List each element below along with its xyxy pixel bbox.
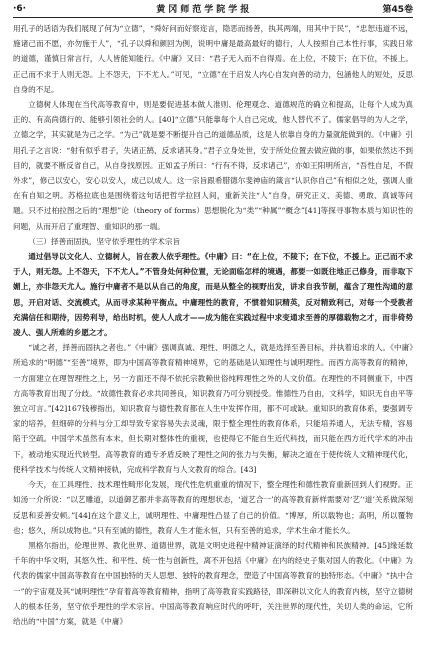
paragraph-4: “诚之者，择善而固执之者也。”《中庸》强调真诚、理性、明德之人，就是选择至善目标，并执着追求的人。《中庸》所追求的“明德”“至善”境界，即为中国高等教育精神境界，它的基础是认知理性与诚明理性。而西方高等教育的精神，一方面建立在理智理性之上，另一方面还不得不依托宗教赖世俗纯粹理性之外的人文价值。在理性的不同侧重下，中西方高等教育出现了分歧。“故德性教育必求共同善良，知识教育乃可分别授受。惟德性乃自由，文科学，知识无自由平等独立可言。”[42]167钱穆指出，知识教育与德性教育都在人生中发挥作用，都不可或缺。重知识的教育体系，要强调专家的培养，但细碎的分科与分工却导致专家容易失去灵魂，限于整全理性的教育体系，只能培养通人，无法专精，容易陷于空疏。中国学术虽然有本末，但长期对整体性的重视，也使得它不能自生近代科技，而只能在西方近代学术的冲击下，被动地实现近代转型。高等教育的通专矛盾反映了理性之间的张力与失衡，解决之道在于使传统人文精神现代化，使科学技术与传统人文精神接轨，完成科学教育与人文教育的综合。[43]	[13, 343, 413, 474]
page-number: ·6·	[13, 3, 27, 14]
paragraph-3: （三）择善而固执，坚守依乎理性的学术宗旨	[28, 236, 181, 246]
journal-title: 黄冈师范学院学报	[156, 5, 253, 15]
section-heading: 通过倡导以文化人、立德树人，旨在教人依乎理性。《中庸》曰：“在上位，不陵下；在下位，不援上。正己而不求于人，则无怨。上不怨天，下不尤人。”不管身处何种位置，无论面临怎样的境遇，都要一如既往地正己修身，而非取下媚上，亦非怨天尤人。施行中庸者不是以从自己的角度，而是从整全的视野出发，讲求自我节制，蕴含了理性沟通的意思，开启对话、交流模式，从而寻求某种平衡点。中庸理性的教育，不惯着知识精英，反对精致利己，对每一个受教者充满信任和期待，因势利导，给出时机，使人人成才——成为能在实践过程中求变通求至善的厚德载物之才，而非倚势凌人、强人所难的乡愿之才。	[13, 252, 413, 338]
paragraph-6: 黑格尔指出，伦理世界、教化世界、道德世界，就是文明史进程中精神证演绎的时代精神和民族精神。[45]缘延数千年的中华文明，其悠久性、和平性、统一性与创新性，离不开包括《中庸》在内的经史子集对国人的教化。《中庸》为代表的儒家中国高等教育在中国独特的天人思想、独特的教育理念，塑造了中国高等教育的独特形态。《中庸》“执中合一”的宇宙观及其“诚明理性”孕育着高等教育精神，指明了高等教育实践路径，即深耕以文化人的教育内核，坚守立德树人的根本任务，坚守依乎理性的学术宗旨。中国高等教育响应时代的呼吁，关注世界的现代性，关切人类的命运，它所给出的“中国”方案，就是《中庸》	[13, 540, 413, 626]
paragraph-1: 用孔子的话语为我们展现了何为“立德”，“舜好问而好察迩言，隐恶而扬善，执其两端，用其中于民”，“忠恕违道不远，施诸己而不愿，亦勿施于人”，“孔子以舜和颜回为例，说明中庸是最高最好的德行，人人按照自己本性行事，实践日常的道德，谨慎日常言行，人人皆能知能行。《中庸》又曰：“君子无入而不自得焉。在上位，不陵下；在下位，不援上。正己而不求于人则无怨。上不怨天，下不尤人。”可见，“立德”在于启发人内心自发向善的动力，包涵他人的短处，反思自身的不足。	[13, 24, 413, 94]
running-header	[13, 0, 413, 18]
paragraph-2: 立德树人体现在当代高等教育中，则是要促进基本做人准则、伦理观念、道德规范的确立和提高，让每个人成为真正的、有高尚德行的、能够引领社会的人。[40]“立德”只能靠每个人自己完成，他人替代不了。儒家倡导的为人之学，立德之学，其实就是为己之学。“为己”就是要不断提升自己的道德品质，这是人依靠自身的力量就能做到的。《中庸》引用孔子之言说：“射有似乎君子，失诸正鹄，反求诸其身。”君子立身处世，安于所处位置去做应做的事，如果依然达不到目的，就要不断反省自己，从自身找原因。正如孟子所曰：“行有不得，反求诸己”，亦如王阳明所言，“吾性自足，不假外求”，修己以安心，安心以安人，成己以成人。这一宗旨跟希腊德尔斐神庙的箴言“认识你自己”有相似之处，强调人重在有自知之明。苏格拉底也是围绕着这句话把哲学拉回人间，重新关注“人”自身，研究正义、美德、勇敢、真诚等问题。只不过柏拉图之后的“理想”论（theory of forms）思想脱化为“类”“种属”“概念”[41]等探寻事物本质与知识性的问题，从而开启了重理智、重知识的那一端。	[13, 100, 413, 231]
volume-label: 第45卷	[382, 5, 413, 15]
article-body	[13, 18, 413, 629]
paragraph-5: 今天，在工具理性、技术理性畸形化发展，现代性危机重重的情况下，整全理性和德性教育重新回到人们视野。正如汤一介所说：“以艺雕道，以道御艺都并非高等教育的理想状态，‘道艺合一’的高等教育新样需要对‘艺’‘道’关系做深刻反思和妥善安顿。”[44]在这个意义上，诚明理性、中庸理性凸显了自己的价值。“博厚，所以载物也；高明，所以覆物也；悠久，所以成物也。”只有至诚的德性，教育人生才能永恒，只有至善的追求，学术生命才能长久。	[13, 480, 413, 535]
